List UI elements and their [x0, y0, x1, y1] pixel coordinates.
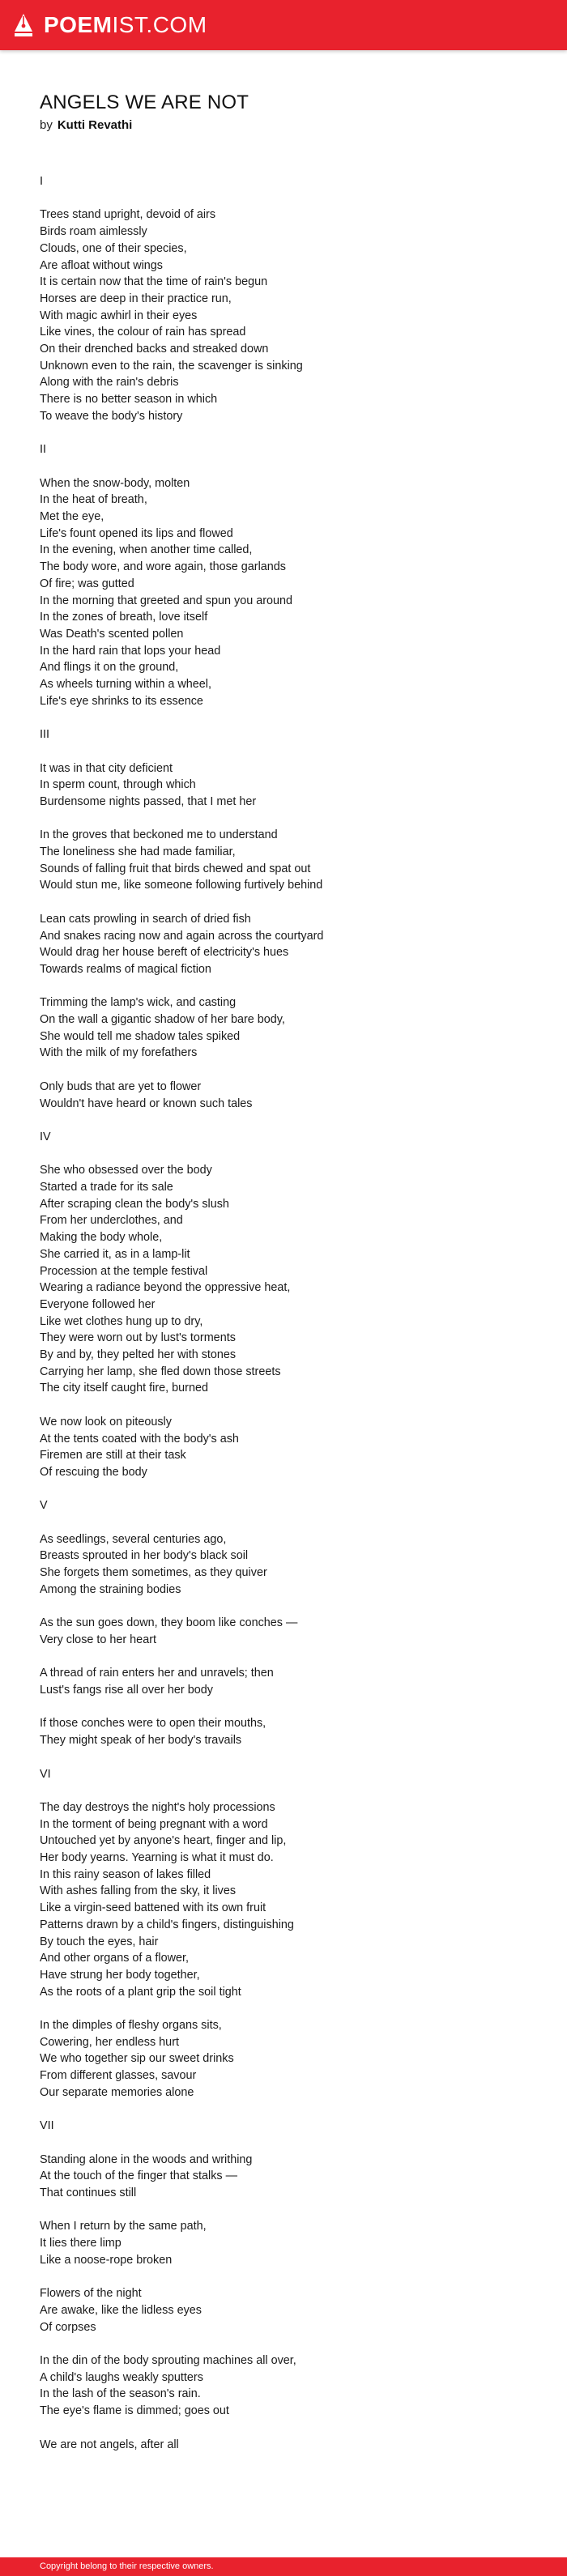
poem-line: Standing alone in the woods and writhing: [40, 2152, 253, 2166]
poem-line: Breasts sprouted in her body's black soil: [40, 1549, 249, 1563]
poem-line: Are awake, like the lidless eyes: [40, 2303, 202, 2317]
poem-line: Are afloat without wings: [40, 258, 163, 272]
poem-line: She who obsessed over the body: [40, 1164, 212, 1177]
poem-line: The loneliness she had made familiar,: [40, 845, 236, 859]
stanza-break: [40, 811, 526, 828]
poem-line: Was Death's scented pollen: [40, 627, 184, 641]
poem-title: ANGELS WE ARE NOT: [40, 92, 249, 113]
poem-line: Would stun me, like someone following furtively behind: [40, 879, 323, 892]
poem-line: We who together sip our sweet drinks: [40, 2052, 234, 2066]
poem-line: At the tents coated with the body's ash: [40, 1432, 239, 1446]
stanza-break: [40, 2101, 526, 2118]
logo-bold-text: POEM: [44, 12, 113, 37]
stanza-break: [40, 2269, 526, 2286]
by-label: by: [40, 118, 53, 132]
poem-line: Like wet clothes hung up to dry,: [40, 1314, 203, 1328]
poem-line: The city itself caught fire, burned: [40, 1382, 208, 1395]
poem-line: With the milk of my forefathers: [40, 1046, 198, 1060]
stanza-break: [40, 894, 526, 911]
poem-line: Horses are deep in their practice run,: [40, 292, 232, 305]
poem-line: In the evening, when another time called,: [40, 543, 253, 557]
poem-line: Cowering, her endless hurt: [40, 2035, 179, 2049]
site-header: [0, 0, 567, 50]
poem-body: [40, 173, 526, 2453]
poem-line: As seedlings, several centuries ago,: [40, 1532, 227, 1546]
poem-line: They might speak of her body's travails: [40, 1734, 242, 1748]
poem-line: Her body yearns. Yearning is what it must do.: [40, 1851, 274, 1865]
poem-line: To weave the body's history: [40, 409, 183, 423]
poem-line: Along with the rain's debris: [40, 376, 179, 390]
poem-line: Like vines, the colour of rain has spread: [40, 326, 246, 339]
stanza-break: [40, 709, 526, 726]
poem-line: IV: [40, 1130, 51, 1143]
stanza-break: [40, 1699, 526, 1716]
stanza-break: [40, 2202, 526, 2219]
poem-line: Very close to her heart: [40, 1633, 156, 1646]
poem-line: Met the eye,: [40, 510, 104, 524]
site-footer: [0, 2557, 567, 2576]
poem-line: It is certain now that the time of rain's begun: [40, 275, 268, 289]
poem-line: By touch the eyes, hair: [40, 1935, 159, 1948]
poem-line: III: [40, 728, 49, 742]
poem-line: It lies there limp: [40, 2237, 122, 2250]
poem-line: At the touch of the finger that stalks —: [40, 2169, 237, 2183]
poem-line: From her underclothes, and: [40, 1214, 183, 1228]
poem-line: If those conches were to open their mouths,: [40, 1717, 266, 1731]
poem-line: In the hard rain that lops your head: [40, 644, 221, 658]
poem-line: Life's fount opened its lips and flowed: [40, 526, 233, 540]
poem-line: The body wore, and wore again, those garlands: [40, 560, 286, 574]
poem-line: That continues still: [40, 2186, 137, 2200]
poem-line: And other organs of a flower,: [40, 1952, 189, 1965]
poem-line: A thread of rain enters her and unravels; then: [40, 1667, 274, 1680]
poem-line: With magic awhirl in their eyes: [40, 309, 198, 322]
stanza-break: [40, 1062, 526, 1079]
poem-line: As wheels turning within a wheel,: [40, 678, 211, 692]
stanza-break: [40, 2135, 526, 2152]
poem-line: It was in that city deficient: [40, 761, 173, 775]
poem-line: Among the straining bodies: [40, 1582, 181, 1596]
poem-line: Our separate memories alone: [40, 2085, 194, 2099]
stanza-break: [40, 2420, 526, 2437]
poem-line: Life's eye shrinks to its essence: [40, 694, 203, 708]
poem-line: The day destroys the night's holy processions: [40, 1800, 275, 1814]
stanza-break: [40, 1481, 526, 1498]
poem-line: On their drenched backs and streaked down: [40, 343, 269, 356]
poem-line: Wearing a radiance beyond the oppressive heat,: [40, 1281, 291, 1295]
poem-line: Like a noose-rope broken: [40, 2253, 173, 2267]
poem-line: Everyone followed her: [40, 1297, 156, 1311]
poem-line: Started a trade for its sale: [40, 1181, 173, 1194]
poem-line: Patterns drawn by a child's fingers, distinguishing: [40, 1918, 294, 1931]
poem-line: And flings it on the ground,: [40, 661, 179, 675]
stanza-break: [40, 1112, 526, 1129]
stanza-break: [40, 1397, 526, 1414]
poem-line: In the dimples of fleshy organs sits,: [40, 2019, 222, 2033]
poem-line: The eye's flame is dimmed; goes out: [40, 2404, 229, 2418]
poem-line: Clouds, one of their species,: [40, 241, 187, 255]
stanza-break: [40, 978, 526, 995]
stanza-break: [40, 190, 526, 207]
byline: [40, 117, 526, 134]
stanza-break: [40, 1146, 526, 1163]
poem-line: In the din of the body sprouting machines all over,: [40, 2354, 296, 2368]
poem-line: In the morning that greeted and spun you around: [40, 594, 293, 607]
poem-line: Making the body whole,: [40, 1231, 163, 1245]
copyright-text: Copyright belong to their respective owners.: [40, 2561, 214, 2571]
poem-line: In the heat of breath,: [40, 493, 147, 507]
poem-line: They were worn out by lust's torments: [40, 1331, 236, 1345]
poem-line: VII: [40, 2119, 54, 2133]
site-logo[interactable]: [13, 12, 207, 38]
poem-container: [40, 91, 526, 2453]
poem-line: From different glasses, savour: [40, 2069, 197, 2083]
site-logo-text: [44, 12, 207, 38]
poem-line: Trees stand upright, devoid of airs: [40, 208, 216, 222]
poem-line: Lust's fangs rise all over her body: [40, 1684, 213, 1697]
poem-line: Have strung her body together,: [40, 1968, 200, 1982]
stanza-break: [40, 458, 526, 475]
poem-line: I: [40, 175, 43, 188]
poem-line: In sperm count, through which: [40, 778, 196, 792]
poem-line: Of rescuing the body: [40, 1465, 147, 1479]
stanza-break: [40, 1749, 526, 1766]
poem-line: There is no better season in which: [40, 393, 218, 407]
poem-line: Lean cats prowling in search of dried fish: [40, 912, 251, 926]
poem-line: Untouched yet by anyone's heart, finger and lip,: [40, 1834, 287, 1848]
poem-line: Of fire; was gutted: [40, 577, 134, 590]
poem-line: We now look on piteously: [40, 1415, 172, 1429]
poem-line: In the zones of breath, love itself: [40, 611, 208, 624]
poem-line: She forgets them sometimes, as they quiver: [40, 1566, 267, 1580]
poem-line: As the sun goes down, they boom like conches —: [40, 1616, 298, 1630]
stanza-break: [40, 425, 526, 442]
poem-line: She carried it, as in a lamp-lit: [40, 1247, 190, 1261]
stanza-break: [40, 743, 526, 760]
poem-line: In the lash of the season's rain.: [40, 2387, 201, 2401]
poem-line: Wouldn't have heard or known such tales: [40, 1096, 253, 1110]
poem-line: In the groves that beckoned me to understand: [40, 828, 278, 842]
poem-line: With ashes falling from the sky, it lives: [40, 1884, 237, 1898]
poem-line: She would tell me shadow tales spiked: [40, 1029, 241, 1043]
poem-line: Trimming the lamp's wick, and casting: [40, 996, 237, 1010]
poem-line: II: [40, 443, 46, 457]
poem-line: Firemen are still at their task: [40, 1449, 186, 1463]
poem-line: And snakes racing now and again across the courtyard: [40, 929, 324, 943]
stanza-break: [40, 1599, 526, 1616]
poem-line: In the torment of being pregnant with a word: [40, 1817, 268, 1831]
poem-line: Unknown even to the rain, the scavenger is sinking: [40, 359, 303, 373]
poem-line: Would drag her house bereft of electricity's hues: [40, 946, 289, 960]
pen-nib-icon: [13, 13, 34, 37]
poem-line: As the roots of a plant grip the soil tight: [40, 1985, 241, 1999]
stanza-break: [40, 1782, 526, 1799]
author-link[interactable]: Kutti Revathi: [57, 118, 133, 132]
poem-line: Birds roam aimlessly: [40, 225, 147, 239]
stanza-break: [40, 2335, 526, 2352]
stanza-break: [40, 1514, 526, 1531]
poem-line: By and by, they pelted her with stones: [40, 1348, 237, 1362]
poem-line: Burdensome nights passed, that I met her: [40, 794, 257, 808]
poem-line: When the snow-body, molten: [40, 476, 190, 490]
stanza-break: [40, 1649, 526, 1666]
poem-line: Sounds of falling fruit that birds chewed and spat out: [40, 862, 311, 875]
poem-line: Flowers of the night: [40, 2287, 142, 2301]
logo-light-text: IST.COM: [112, 12, 207, 37]
poem-line: We are not angels, after all: [40, 2438, 179, 2451]
poem-line: Procession at the temple festival: [40, 1264, 208, 1278]
poem-line: After scraping clean the body's slush: [40, 1197, 229, 1211]
poem-line: When I return by the same path,: [40, 2220, 207, 2233]
poem-line: A child's laughs weakly sputters: [40, 2370, 203, 2384]
poem-line: On the wall a gigantic shadow of her bare body,: [40, 1013, 285, 1027]
poem-line: Of corpses: [40, 2320, 96, 2334]
stanza-break: [40, 2000, 526, 2017]
poem-line: V: [40, 1499, 48, 1513]
poem-line: Only buds that are yet to flower: [40, 1079, 202, 1093]
poem-line: Carrying her lamp, she fled down those streets: [40, 1365, 281, 1378]
poem-line: VI: [40, 1767, 51, 1781]
poem-line: In this rainy season of lakes filled: [40, 1867, 211, 1881]
poem-line: Like a virgin-seed battened with its own fruit: [40, 1901, 266, 1915]
poem-line: Towards realms of magical fiction: [40, 962, 211, 976]
